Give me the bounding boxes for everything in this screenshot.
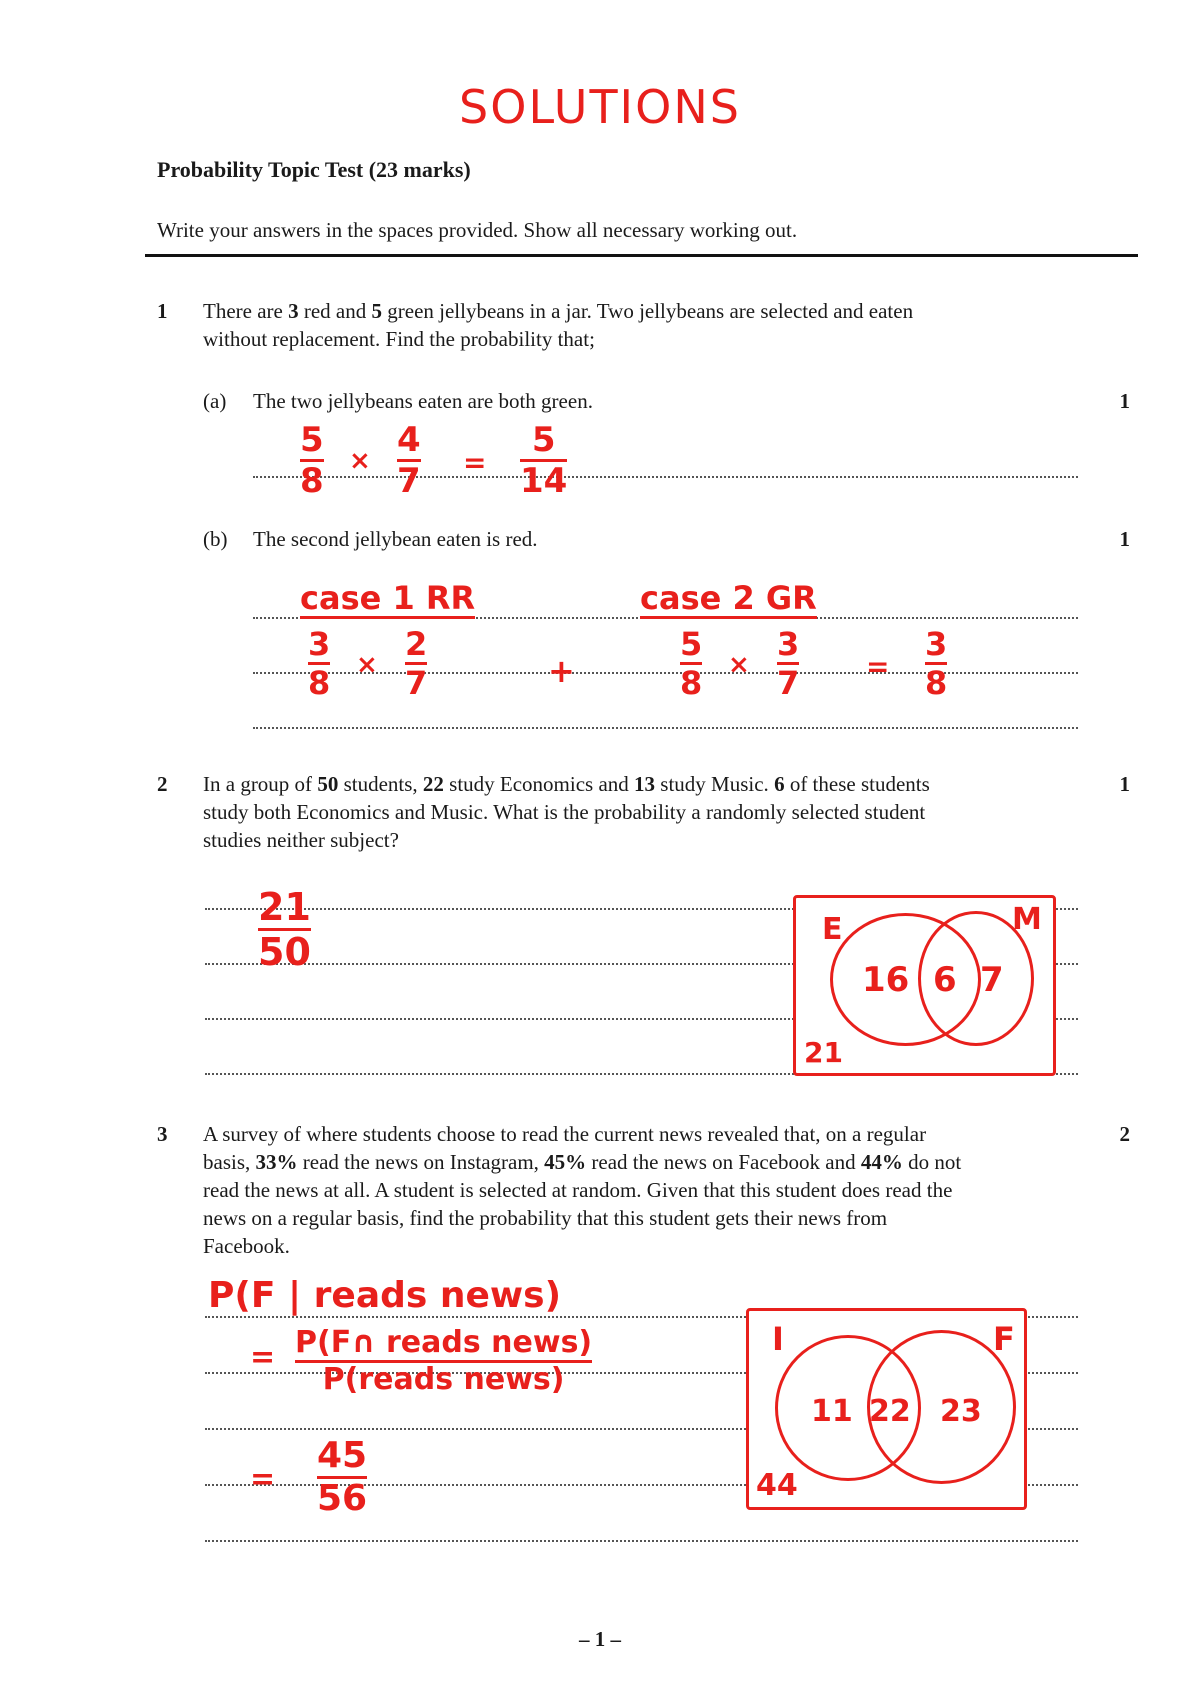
q2-music: 13 xyxy=(634,772,656,796)
q1b-f4-den: 7 xyxy=(777,664,800,702)
q3-pct-facebook: 45% xyxy=(544,1150,587,1174)
q3-l2a: basis, xyxy=(203,1150,256,1174)
q1b-f2-den: 7 xyxy=(405,664,428,702)
q1b-f1-num: 3 xyxy=(308,625,331,663)
q1a-f2-num: 4 xyxy=(397,420,421,460)
q3-text-line5: Facebook. xyxy=(203,1234,290,1258)
q1a-result-num: 5 xyxy=(531,420,556,460)
q1a-f2-den: 7 xyxy=(397,461,421,501)
q1-text-b: red and xyxy=(298,299,372,323)
q2-t2: students, xyxy=(338,772,423,796)
q1b-result-num: 3 xyxy=(925,625,948,663)
q1b-text: The second jellybean eaten is red. xyxy=(253,527,538,551)
q2-venn-label-m: M xyxy=(1012,902,1042,937)
q3-result-num: 45 xyxy=(317,1435,368,1476)
q1-text-line2: without replacement. Find the probability that; xyxy=(203,327,595,351)
q1b-f3-num: 5 xyxy=(680,625,703,663)
q1b-f3-den: 8 xyxy=(680,664,703,702)
q3-text-line1: A survey of where students choose to read the current news revealed that, on a regular xyxy=(203,1122,927,1146)
q1-green-count: 5 xyxy=(371,299,382,323)
q1-text-line1 xyxy=(203,297,1083,325)
q1a-text: The two jellybeans eaten are both green. xyxy=(253,389,593,413)
q2-venn-music-only: 7 xyxy=(980,960,1004,1000)
q1-number: 1 xyxy=(157,299,168,323)
q1a-result xyxy=(520,420,568,501)
q1a-fraction-1 xyxy=(300,420,324,501)
q3-answer-eq2: = xyxy=(250,1462,276,1497)
q3-l2b: read the news on Instagram, xyxy=(297,1150,545,1174)
q3-venn-neither: 44 xyxy=(756,1468,798,1503)
q1b-equals: = xyxy=(866,650,890,683)
q2-venn-both: 6 xyxy=(933,960,957,1000)
q2-venn-neither: 21 xyxy=(804,1036,843,1069)
q1-text-c: green jellybeans in a jar. Two jellybeans are selected and eaten xyxy=(382,299,914,323)
q2-answer-num: 21 xyxy=(258,885,311,929)
q3-text-line2 xyxy=(203,1148,1103,1176)
q3-l2d: do not xyxy=(902,1150,962,1174)
q1a-label: (a) xyxy=(203,389,227,413)
q3-marks: 2 xyxy=(1119,1122,1130,1146)
q1a-marks: 1 xyxy=(1119,389,1130,413)
q1b-plus: + xyxy=(548,652,575,690)
q3-answer-result xyxy=(317,1435,368,1519)
q2-t3: study Economics and xyxy=(443,772,635,796)
q2-t4: study Music. xyxy=(655,772,775,796)
q3-answer-line-5 xyxy=(205,1540,1078,1542)
q1b-marks: 1 xyxy=(1119,527,1130,551)
q1b-f1-den: 8 xyxy=(308,664,331,702)
q2-t5: of these students xyxy=(784,772,930,796)
q2-text-line1 xyxy=(203,770,1083,798)
q1b-label: (b) xyxy=(203,527,228,551)
solutions-heading: SOLUTIONS xyxy=(459,80,741,134)
q2-number: 2 xyxy=(157,772,168,796)
q1b-f2-num: 2 xyxy=(405,625,428,663)
q2-text-line2: study both Economics and Music. What is the probability a randomly selected student xyxy=(203,800,926,824)
q1b-case2: case 2 GR xyxy=(640,579,817,617)
q1a-f1-den: 8 xyxy=(300,461,324,501)
q1b-fraction-3 xyxy=(680,625,703,702)
q2-econ: 22 xyxy=(422,772,444,796)
q2-both: 6 xyxy=(774,772,785,796)
q3-venn-facebook-only: 23 xyxy=(940,1394,982,1429)
q2-text-line3: studies neither subject? xyxy=(203,828,399,852)
q2-answer-fraction xyxy=(258,885,311,974)
q2-total: 50 xyxy=(317,772,339,796)
q1b-result-den: 8 xyxy=(925,664,948,702)
q3-venn-instagram-only: 11 xyxy=(811,1394,853,1429)
q3-answer-eq1: = xyxy=(250,1340,276,1375)
q3-text-line3: read the news at all. A student is selected at random. Given that this student does read the xyxy=(203,1178,953,1202)
q3-result-den: 56 xyxy=(317,1478,368,1519)
q1b-result xyxy=(925,625,948,702)
q2-venn-economics-only: 16 xyxy=(862,960,910,1000)
q2-t1: In a group of xyxy=(203,772,318,796)
q1-red-count: 3 xyxy=(288,299,299,323)
q1a-times: × xyxy=(349,446,371,476)
q1b-answer-line-3 xyxy=(253,727,1078,729)
q2-answer-den: 50 xyxy=(258,930,311,974)
q3-l2c: read the news on Facebook and xyxy=(586,1150,861,1174)
q3-pct-none: 44% xyxy=(860,1150,903,1174)
q3-answer-den-expr: P(reads news) xyxy=(322,1362,565,1397)
q1b-f4-num: 3 xyxy=(777,625,800,663)
q1b-times-2: × xyxy=(728,650,750,680)
q3-answer-expr xyxy=(295,1325,593,1397)
q3-venn-label-i: I xyxy=(772,1320,784,1358)
q3-venn-label-f: F xyxy=(993,1320,1015,1358)
q1b-case1: case 1 RR xyxy=(300,579,476,617)
q1b-fraction-4 xyxy=(777,625,800,702)
page-title: Probability Topic Test (23 marks) xyxy=(157,157,471,182)
header-rule xyxy=(145,254,1138,257)
q3-venn-both: 22 xyxy=(869,1394,911,1429)
q1b-fraction-2 xyxy=(405,625,428,702)
q2-venn-label-e: E xyxy=(822,912,843,947)
q3-pct-instagram: 33% xyxy=(255,1150,298,1174)
q1a-result-den: 14 xyxy=(520,461,568,501)
page-number: – 1 – xyxy=(579,1627,621,1651)
q1b-times-1: × xyxy=(356,650,378,680)
q3-text-line4: news on a regular basis, find the probability that this student gets their news from xyxy=(203,1206,888,1230)
q1-text-a: There are xyxy=(203,299,289,323)
q3-number: 3 xyxy=(157,1122,168,1146)
q3-answer-line1: P(F | reads news) xyxy=(208,1275,562,1316)
q1a-equals: = xyxy=(463,446,487,479)
q2-marks: 1 xyxy=(1119,772,1130,796)
q1b-fraction-1 xyxy=(308,625,331,702)
instructions: Write your answers in the spaces provided. Show all necessary working out. xyxy=(157,218,798,242)
q1a-fraction-2 xyxy=(397,420,421,501)
q1a-answer-line xyxy=(253,476,1078,478)
q1a-f1-num: 5 xyxy=(300,420,324,460)
q3-answer-num-expr: P(F∩ reads news) xyxy=(295,1325,593,1360)
